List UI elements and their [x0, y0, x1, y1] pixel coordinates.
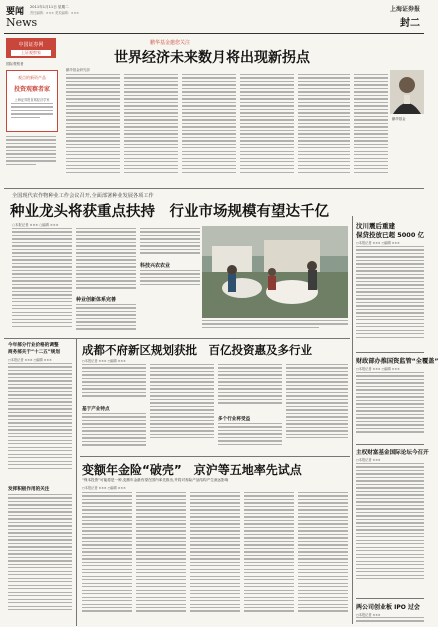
- left-body: [8, 363, 72, 483]
- page-number: 封二: [400, 18, 420, 29]
- promo-caption: 国际观察者: [6, 62, 24, 66]
- lead-kicker: 鹏华基金邀您关注: [150, 40, 191, 46]
- story2-sub1: 种业创新体系完善: [76, 297, 117, 303]
- masthead: [0, 0, 428, 34]
- promo-logo-text: 中国证券网: [18, 42, 44, 48]
- section-name: 要闻: [6, 7, 25, 17]
- promo-logo-sub: 上证观察家: [11, 50, 51, 56]
- left-promo: [4, 36, 58, 186]
- story3-col-3: [218, 364, 282, 414]
- divider-2: [4, 338, 350, 339]
- story4-col-3: [190, 492, 240, 626]
- right-divider-3: [356, 598, 424, 599]
- portrait-photo: [390, 70, 424, 114]
- story3-headline: 成都不府新区规划获批 百亿投资惠及多行业: [82, 343, 312, 357]
- right-divider-1: [356, 352, 424, 353]
- story3-sub1: 基于产业特点: [82, 407, 110, 412]
- promo-logo: [6, 38, 56, 58]
- story4-col-1: [82, 492, 132, 626]
- story2-col-3b: [140, 270, 200, 292]
- right-byline-d: ○本报记者 ×××: [356, 458, 381, 462]
- news-label: News: [6, 16, 38, 29]
- portrait-caption: 鹏华基金: [392, 117, 406, 121]
- editor-line: 责任编辑：××× 美术编辑：×××: [30, 11, 79, 15]
- paper-name: 上海证券报: [389, 6, 420, 13]
- divider-1: [4, 188, 424, 189]
- right-body-c: [356, 372, 424, 442]
- story2-kicker: 全国现代农作物种业工作会议召开,全面部署种业发展各项工作: [12, 193, 154, 199]
- story3-col-1b: [82, 413, 146, 453]
- right-body-d: [356, 463, 424, 595]
- story2-byline: ○本报记者 ××× ○编辑 ×××: [12, 223, 59, 227]
- story3-col-4: [286, 364, 348, 453]
- promo-text: [11, 103, 53, 127]
- story4-col-5: [298, 492, 348, 626]
- story4-byline: ○本报记者 ××× ○编辑 ×××: [82, 486, 126, 490]
- story3-byline: ○本报记者 ××× ○编辑 ×××: [82, 359, 126, 363]
- story4-headline: 变额年金险“破壳” 京沪等五地率先试点: [82, 463, 302, 477]
- story3-sub2: 多个行业将受益: [218, 417, 251, 422]
- left-byline: ○本报记者 ××× ○编辑 ×××: [8, 358, 52, 362]
- story2-col-2b: [76, 304, 136, 336]
- story2-sub2: 科技兴农农业: [140, 263, 171, 269]
- story4-col-4: [244, 492, 294, 626]
- lead-col-6: [354, 74, 388, 184]
- right-body-e: [356, 617, 424, 626]
- right-col-rule: [352, 216, 353, 624]
- story2-col-2: [76, 228, 136, 294]
- lead-col-2: [124, 74, 178, 184]
- lead-col-3: [182, 74, 236, 184]
- story3-col-3b: [218, 423, 282, 453]
- promo-sub: 上海证券报首席经济学家: [14, 98, 50, 102]
- lead-headline: 世界经济未来数月将出现新拐点: [114, 50, 310, 66]
- lead-byline: 鹏华基金研究部: [66, 68, 90, 72]
- story4-deck: “保本投资”可能将是一种,变额年金最有望在国内率先推出,并将对寿险产品结构产生深远影响: [82, 478, 229, 482]
- masthead-rule: [4, 33, 424, 34]
- promo-main: 投资观察者家: [13, 86, 50, 93]
- story2-caption: [202, 320, 348, 336]
- right-headline-a: 汶川震后重建: [356, 222, 395, 230]
- lead-col-1: [66, 74, 120, 184]
- person-portrait-icon: [390, 70, 424, 114]
- story4-col-2: [136, 492, 186, 626]
- lead-col-5: [298, 74, 350, 184]
- left-col-rule: [76, 338, 77, 626]
- right-headline-c: 财政部办推国资监管“全覆盖”: [356, 358, 438, 365]
- left-sub2: 商务部关于“十二五”规划: [8, 350, 60, 355]
- promo-title: 观点的新资产品: [18, 75, 46, 80]
- farm-scene-image: [202, 226, 348, 318]
- promo-box: [6, 70, 58, 132]
- divider-3: [80, 456, 350, 457]
- farm-photo: [202, 226, 348, 318]
- right-byline-c: ○本报记者 ××× ○编辑 ×××: [356, 367, 400, 371]
- right-headline-d: 主权财富基金国际论坛今召开: [356, 450, 429, 456]
- story2-headline: 种业龙头将获重点扶持 行业市场规模有望达千亿: [10, 204, 329, 220]
- story3-col-2: [150, 364, 214, 453]
- story3-col-1: [82, 364, 146, 404]
- left-sub1: 今年部分行业价格的调整: [8, 343, 59, 348]
- left-body-2: [8, 494, 72, 626]
- right-headline-e: 两公司创业板 IPO 过会: [356, 604, 420, 611]
- story2-col-1: [12, 228, 72, 336]
- story2-col-3: [140, 228, 200, 258]
- lead-col-4: [240, 74, 294, 184]
- right-byline-e: ○本报记者 ×××: [356, 613, 381, 617]
- promo-body: [6, 136, 56, 184]
- right-headline-b: 保贷投放已超 5000 亿: [356, 231, 425, 239]
- right-divider-2: [356, 444, 424, 445]
- right-body-a: [356, 246, 424, 350]
- left-sub3: 发挥积极作用的关注: [8, 487, 50, 492]
- right-byline-a: ○本报记者 ××× ○编辑 ×××: [356, 241, 400, 245]
- date-line: 2011年1月11日 星期二: [30, 5, 69, 9]
